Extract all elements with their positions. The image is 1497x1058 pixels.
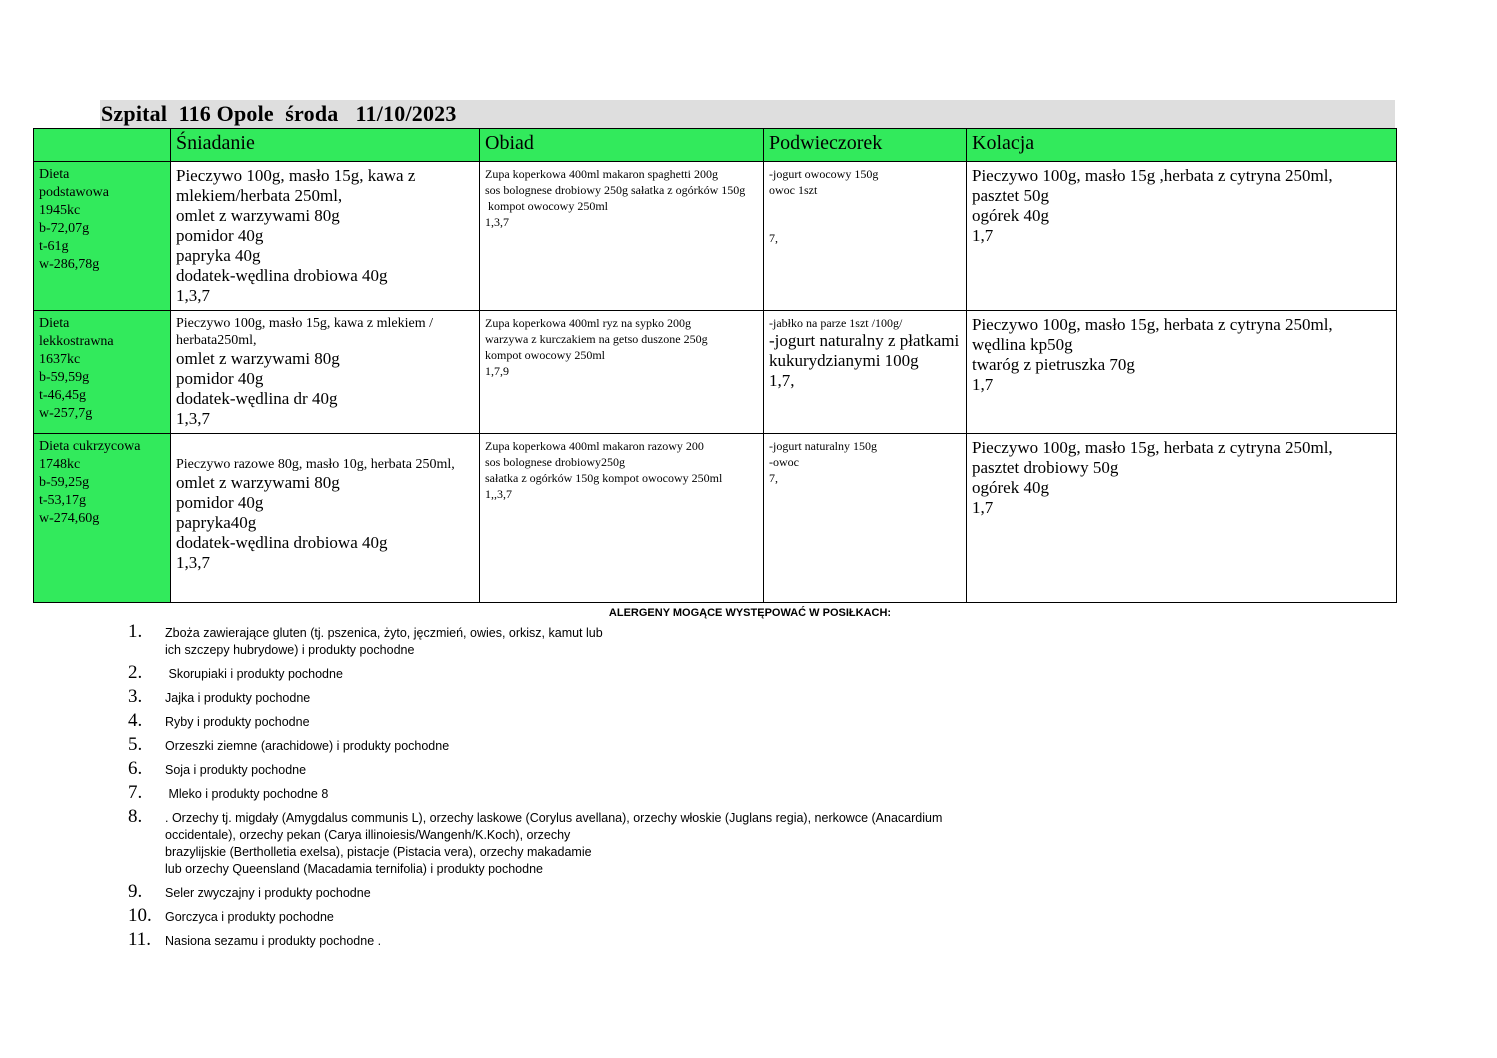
item-number: 6. bbox=[128, 758, 143, 779]
meal-line: Zupa koperkowa 400ml makaron razowy 200 bbox=[485, 439, 704, 453]
meal-line: Pieczywo razowe 80g, masło 10g, herbata 250ml, bbox=[176, 457, 455, 472]
meal-line: 1,7,9 bbox=[485, 364, 509, 378]
meal-line: dodatek-wędlina dr 40g bbox=[176, 389, 338, 408]
meal-line: warzywa z kurczakiem na getso duszone 250g bbox=[485, 332, 708, 346]
item-number: 2. bbox=[128, 662, 143, 683]
item-number: 10. bbox=[128, 905, 152, 926]
meal-line: -jabłko na parze 1szt /100g/ bbox=[769, 316, 903, 330]
item-text: Soja i produkty pochodne bbox=[165, 763, 307, 777]
item-number: 5. bbox=[128, 734, 143, 755]
meal-line: -jogurt naturalny z płatkami kukurydzianymi 100g bbox=[769, 331, 964, 370]
meal-line: 1,7 bbox=[972, 226, 994, 245]
header-dinner: Kolacja bbox=[967, 129, 1397, 162]
meal-line: dodatek-wędlina drobiowa 40g bbox=[176, 533, 388, 552]
item-text: Nasiona sezamu i produkty pochodne . bbox=[165, 934, 382, 948]
item-text: Zboża zawierające gluten (tj. pszenica, żyto, jęczmień, owies, orkisz, kamut lub ich szczepy hubrydowe) i produkty pochodne bbox=[165, 626, 603, 657]
meal-line: Pieczywo 100g, masło 15g, herbata z cytryna 250ml, bbox=[972, 315, 1333, 334]
meal-line: pomidor 40g bbox=[176, 226, 264, 245]
meal-line: dodatek-wędlina drobiowa 40g bbox=[176, 266, 388, 285]
table-row bbox=[34, 434, 1397, 603]
meal-line: pomidor 40g bbox=[176, 369, 264, 388]
header-snack: Podwieczorek bbox=[764, 129, 967, 162]
meal-line: 7, bbox=[769, 231, 778, 245]
menu-table bbox=[33, 128, 1397, 603]
diet-line: b-72,07g bbox=[39, 221, 90, 236]
item-number: 7. bbox=[128, 782, 143, 803]
meal-line: omlet z warzywami 80g bbox=[176, 349, 340, 368]
breakfast-cell bbox=[171, 162, 480, 311]
header-lunch: Obiad bbox=[480, 129, 764, 162]
meal-line: kompot owocowy 250ml bbox=[485, 199, 608, 213]
meal-line: Zupa koperkowa 400ml makaron spaghetti 200g bbox=[485, 167, 718, 181]
item-number: 4. bbox=[128, 710, 143, 731]
header-breakfast: Śniadanie bbox=[171, 129, 480, 162]
meal-line: 1,7 bbox=[972, 498, 994, 517]
diet-line: b-59,59g bbox=[39, 370, 90, 385]
meal-line: Pieczywo 100g, masło 15g, kawa z mlekiem / herbata250ml, bbox=[176, 316, 437, 348]
diet-line: w-257,7g bbox=[39, 406, 93, 421]
diet-line: podstawowa bbox=[39, 185, 109, 200]
meal-line: sałatka z ogórków 150g kompot owocowy 250ml bbox=[485, 471, 723, 485]
meal-line: 1,7 bbox=[972, 375, 994, 394]
meal-line: -jogurt naturalny 150g bbox=[769, 439, 877, 453]
lunch-cell bbox=[480, 311, 764, 434]
diet-cell bbox=[34, 311, 171, 434]
list-item bbox=[128, 622, 1068, 659]
item-text: Mleko i produkty pochodne 8 bbox=[165, 787, 329, 801]
meal-line: sos bolognese drobiowy250g bbox=[485, 455, 625, 469]
diet-line: t-53,17g bbox=[39, 493, 87, 508]
table-row bbox=[34, 162, 1397, 311]
diet-line: t-61g bbox=[39, 239, 69, 254]
meal-line: 1,,3,7 bbox=[485, 487, 512, 501]
snack-cell bbox=[764, 162, 967, 311]
item-text: Orzeszki ziemne (arachidowe) i produkty pochodne bbox=[165, 739, 450, 753]
breakfast-cell bbox=[171, 434, 480, 603]
diet-cell bbox=[34, 434, 171, 603]
meal-line: 1,7, bbox=[769, 371, 795, 390]
meal-line: papryka40g bbox=[176, 513, 257, 532]
allergens-list bbox=[128, 622, 1068, 954]
list-item bbox=[128, 711, 1068, 731]
meal-line: Pieczywo 100g, masło 15g, kawa z mlekiem/herbata 250ml, bbox=[176, 166, 420, 205]
diet-line: lekkostrawna bbox=[39, 334, 114, 349]
meal-line: 7, bbox=[769, 471, 778, 485]
lunch-cell bbox=[480, 434, 764, 603]
meal-line bbox=[769, 214, 961, 230]
diet-line: Dieta bbox=[39, 167, 70, 182]
dinner-cell bbox=[967, 311, 1397, 434]
meal-line bbox=[769, 198, 961, 214]
meal-line: pomidor 40g bbox=[176, 493, 264, 512]
diet-line: w-274,60g bbox=[39, 511, 100, 526]
list-item bbox=[128, 663, 1068, 683]
dinner-cell bbox=[967, 434, 1397, 603]
list-item bbox=[128, 882, 1068, 902]
item-text: Skorupiaki i produkty pochodne bbox=[165, 667, 343, 681]
list-item bbox=[128, 783, 1068, 803]
list-item bbox=[128, 930, 1068, 950]
meal-line: -jogurt owocowy 150g bbox=[769, 167, 879, 181]
meal-line: kompot owocowy 250ml bbox=[485, 348, 605, 362]
snack-cell bbox=[764, 434, 967, 603]
meal-line: 1,3,7 bbox=[176, 553, 210, 572]
diet-line: 1637kc bbox=[39, 352, 81, 367]
diet-line: b-59,25g bbox=[39, 475, 90, 490]
item-text: Ryby i produkty pochodne bbox=[165, 715, 310, 729]
meal-line: pasztet drobiowy 50g bbox=[972, 458, 1119, 477]
list-item bbox=[128, 906, 1068, 926]
meal-line: Pieczywo 100g, masło 15g ,herbata z cytryna 250ml, bbox=[972, 166, 1333, 185]
meal-line: 1,3,7 bbox=[485, 215, 509, 229]
list-item bbox=[128, 759, 1068, 779]
meal-line: owoc 1szt bbox=[769, 183, 818, 197]
item-number: 9. bbox=[128, 881, 143, 902]
meal-line: 1,3,7 bbox=[176, 409, 210, 428]
dinner-cell bbox=[967, 162, 1397, 311]
meal-line: -owoc bbox=[769, 455, 799, 469]
meal-line: ogórek 40g bbox=[972, 478, 1049, 497]
diet-line: w-286,78g bbox=[39, 257, 100, 272]
lunch-cell bbox=[480, 162, 764, 311]
allergens-title: ALERGENY MOGĄCE WYSTĘPOWAĆ W POSIŁKACH: bbox=[608, 607, 892, 619]
meal-line: Pieczywo 100g, masło 15g, herbata z cytryna 250ml, bbox=[972, 438, 1333, 457]
meal-line: ogórek 40g bbox=[972, 206, 1049, 225]
item-number: 1. bbox=[128, 621, 143, 642]
list-item bbox=[128, 735, 1068, 755]
item-text: Jajka i produkty pochodne bbox=[165, 691, 311, 705]
item-text: Seler zwyczajny i produkty pochodne bbox=[165, 886, 371, 900]
meal-line: 1,3,7 bbox=[176, 286, 210, 305]
item-number: 11. bbox=[128, 929, 152, 950]
list-item bbox=[128, 807, 1068, 878]
diet-cell bbox=[34, 162, 171, 311]
header-diet bbox=[34, 129, 171, 162]
list-item bbox=[128, 687, 1068, 707]
meal-line: omlet z warzywami 80g bbox=[176, 473, 340, 492]
meal-line: papryka 40g bbox=[176, 246, 261, 265]
diet-line: t-46,45g bbox=[39, 388, 87, 403]
meal-line: Zupa koperkowa 400ml ryz na sypko 200g bbox=[485, 316, 691, 330]
meal-line: sos bolognese drobiowy 250g sałatka z ogórków 150g bbox=[485, 183, 746, 197]
item-number: 8. bbox=[128, 806, 143, 827]
breakfast-cell bbox=[171, 311, 480, 434]
page-title: Szpital 116 Opole środa 11/10/2023 bbox=[101, 101, 457, 126]
diet-line: 1748kc bbox=[39, 457, 81, 472]
diet-line: 1945kc bbox=[39, 203, 81, 218]
header-row bbox=[34, 129, 1397, 162]
item-text: Gorczyca i produkty pochodne bbox=[165, 910, 334, 924]
table-row bbox=[34, 311, 1397, 434]
meal-line: twaróg z pietruszka 70g bbox=[972, 355, 1135, 374]
meal-line: pasztet 50g bbox=[972, 186, 1049, 205]
diet-line: Dieta cukrzycowa bbox=[39, 439, 141, 454]
meal-line: wędlina kp50g bbox=[972, 335, 1073, 354]
item-text: . Orzechy tj. migdały (Amygdalus communis L), orzechy laskowe (Corylus avellana), orzechy włoskie (Juglans regia), nerkowce (Anacardium occidentale), orzechy pekan (Carya illinoiesis/Wangenh/K.Koch), orzechy brazylijskie (Bertholletia exelsa), pistacje (Pistacia vera), orzechy makadamie lub orzechy Queensland (Macadamia ternifolia) i produkty pochodne bbox=[165, 811, 943, 876]
meal-line: omlet z warzywami 80g bbox=[176, 206, 340, 225]
snack-cell bbox=[764, 311, 967, 434]
diet-line: Dieta bbox=[39, 316, 70, 331]
item-number: 3. bbox=[128, 686, 143, 707]
